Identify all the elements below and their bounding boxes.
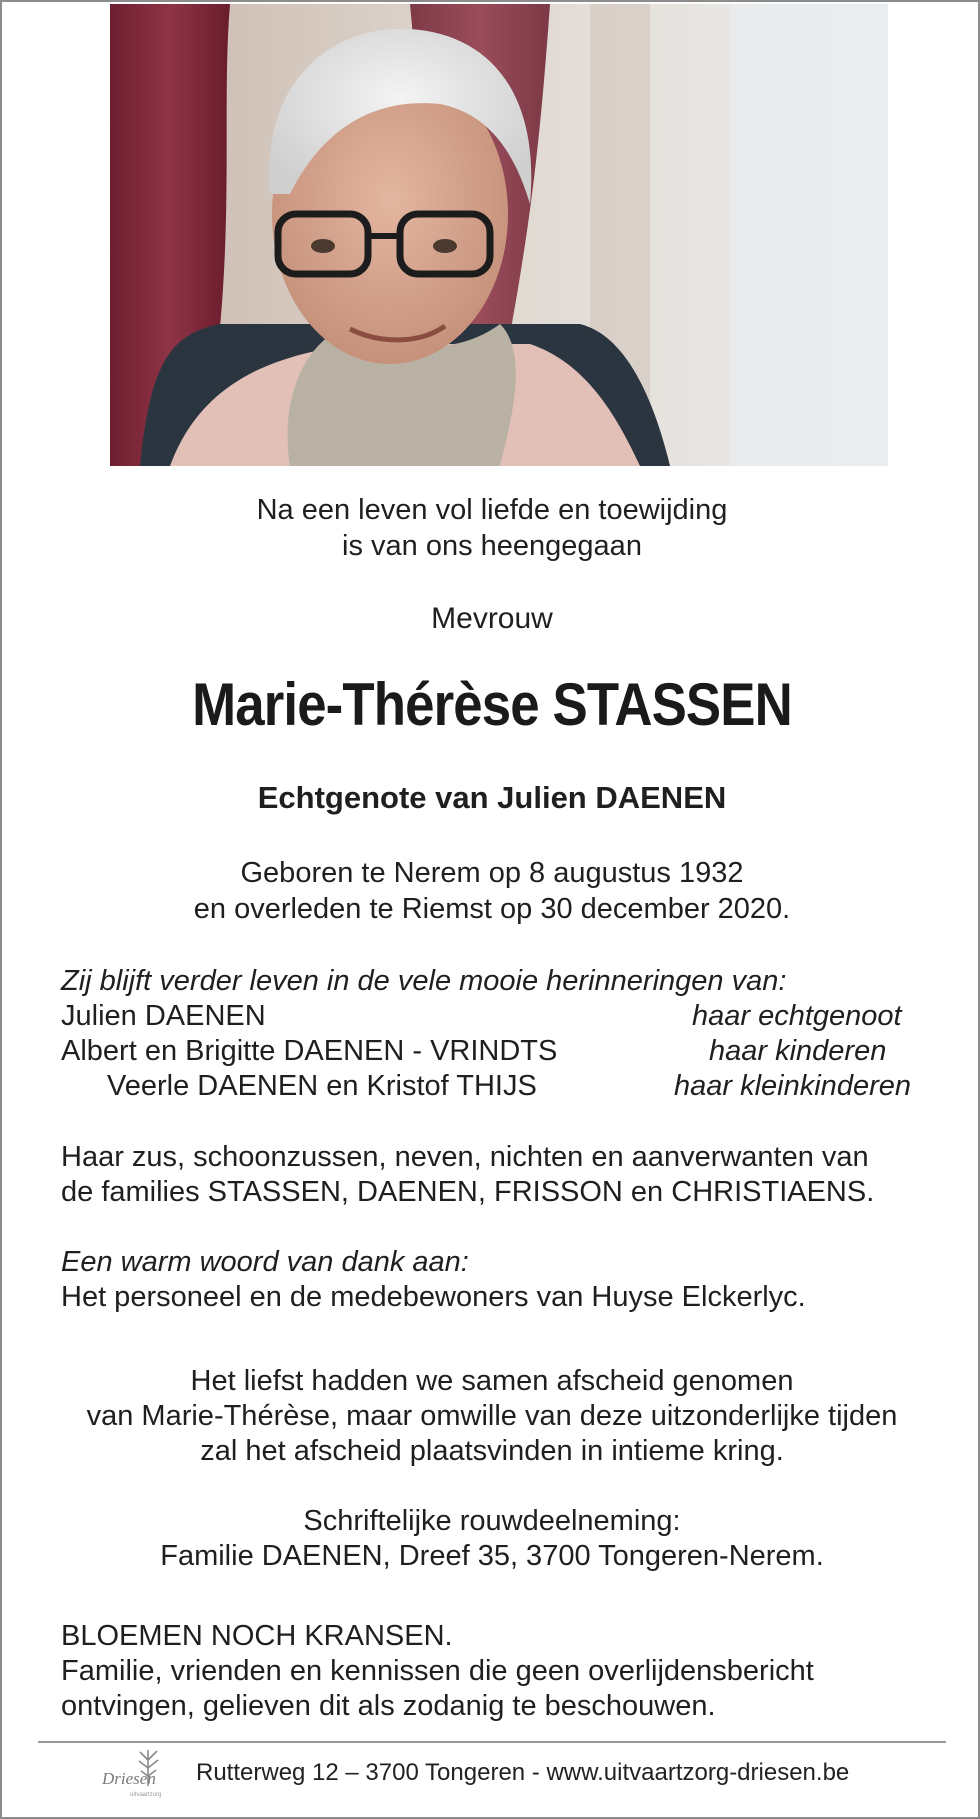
footer-divider [38, 1741, 946, 1743]
death-line: en overleden te Riemst op 30 december 2020. [193, 893, 791, 925]
family-line: de families STASSEN, DAENEN, FRISSON en CHRISTIAENS. [61, 1176, 875, 1208]
relative-relation: haar kleinkinderen [674, 1070, 911, 1102]
relative-name: Albert en Brigitte DAENEN - VRINDTS [61, 1035, 558, 1067]
intro-line: is van ons heengegaan [342, 530, 642, 562]
farewell-line: Het liefst hadden we samen afscheid genomen [190, 1365, 794, 1397]
spouse-line: Echtgenote van Julien DAENEN [257, 780, 727, 815]
thanks-section [61, 1245, 941, 1315]
farewell-text [2, 1364, 980, 1469]
funeral-home-logo [100, 1746, 180, 1804]
birth-death-text [2, 855, 980, 927]
flowers-line: BLOEMEN NOCH KRANSEN. [61, 1620, 453, 1652]
svg-text:uitvaartzorg: uitvaartzorg [130, 1792, 162, 1798]
condolence-section [2, 1504, 980, 1574]
flowers-line: ontvingen, gelieven dit als zodanig te beschouwen. [61, 1690, 716, 1722]
svg-text:Driesen: Driesen [102, 1769, 156, 1788]
intro-text [2, 492, 980, 564]
flowers-line: Familie, vrienden en kennissen die geen overlijdensbericht [61, 1655, 814, 1687]
thanks-intro: Een warm woord van dank aan: [61, 1246, 469, 1278]
thanks-text: Het personeel en de medebewoners van Huyse Elckerlyc. [61, 1281, 806, 1313]
farewell-line: zal het afscheid plaatsvinden in intieme kring. [200, 1435, 784, 1467]
birth-line: Geboren te Nerem op 8 augustus 1932 [240, 857, 744, 889]
extended-family [61, 1140, 941, 1210]
condolence-address: Familie DAENEN, Dreef 35, 3700 Tongeren-Nerem. [160, 1540, 824, 1572]
flowers-notice [61, 1619, 941, 1724]
portrait-photo [110, 4, 888, 466]
family-line: Haar zus, schoonzussen, neven, nichten en aanverwanten van [61, 1141, 869, 1173]
relative-name: Julien DAENEN [61, 1000, 266, 1032]
memory-intro: Zij blijft verder leven in de vele mooie herinneringen van: [61, 965, 787, 997]
relative-name: Veerle DAENEN en Kristof THIJS [107, 1070, 537, 1102]
intro-line: Na een leven vol liefde en toewijding [256, 494, 728, 526]
relative-relation: haar echtgenoot [692, 1000, 902, 1032]
salutation: Mevrouw [431, 602, 553, 635]
condolence-title: Schriftelijke rouwdeelneming: [303, 1505, 681, 1537]
footer-address: Rutterweg 12 – 3700 Tongeren - www.uitvaartzorg-driesen.be [196, 1759, 850, 1786]
relative-relation: haar kinderen [709, 1035, 887, 1067]
deceased-name: Marie-Thérèse STASSEN [192, 671, 792, 738]
farewell-line: van Marie-Thérèse, maar omwille van deze uitzonderlijke tijden [86, 1400, 898, 1432]
